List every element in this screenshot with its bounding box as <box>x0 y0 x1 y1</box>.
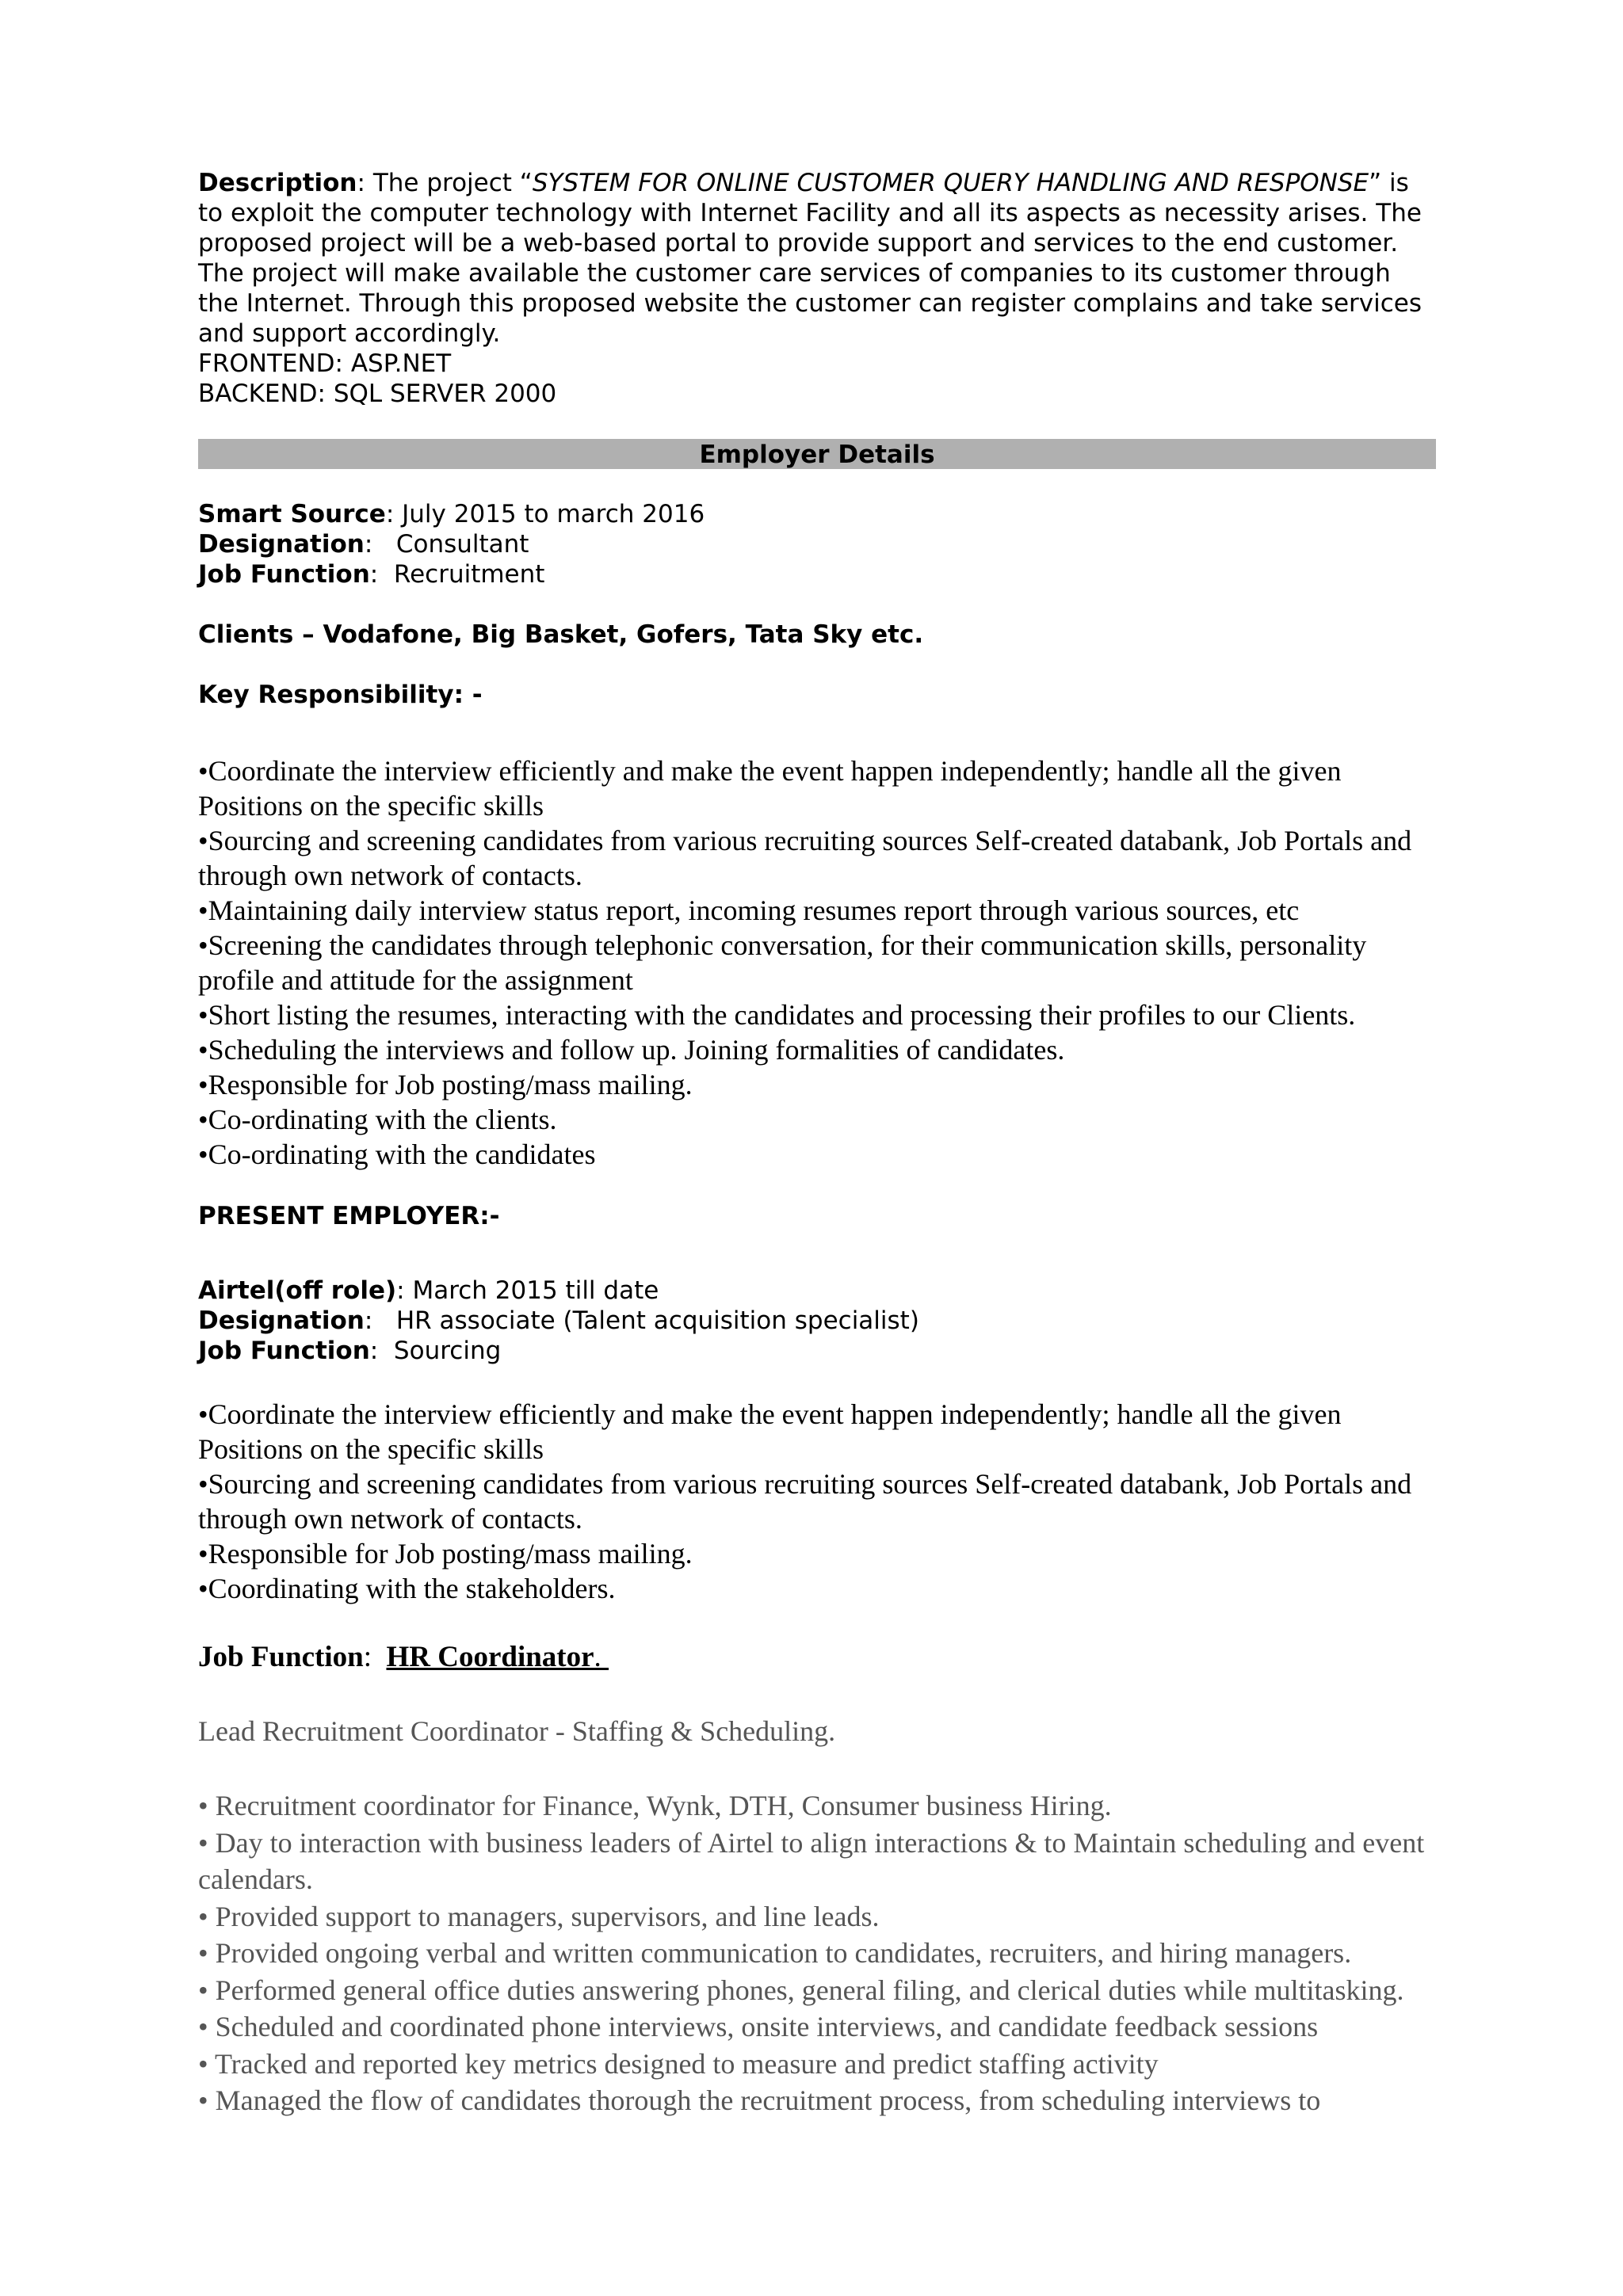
project-description <box>198 168 1436 349</box>
backend-line: BACKEND: SQL SERVER 2000 <box>198 379 557 408</box>
hr-coordinator-bullets <box>198 1787 1436 2119</box>
job-function-label: Job Function <box>198 1337 370 1365</box>
airtel-company <box>198 1276 1436 1306</box>
list-item: •Short listing the resumes, interacting with the candidates and processing their profiles to our Clients. <box>198 999 1356 1031</box>
list-item: •Coordinate the interview efficiently and make the event happen independently; handle all the given Positions on the specific skills <box>198 755 1342 822</box>
list-item: •Maintaining daily interview status report, incoming resumes report through various sources, etc <box>198 894 1300 926</box>
smart-source-designation <box>198 529 1436 559</box>
list-item: •Co-ordinating with the candidates <box>198 1138 596 1170</box>
role-title: HR Coordinator <box>386 1641 594 1673</box>
job-function-label: Job Function <box>198 560 370 589</box>
role-suffix: . <box>594 1641 609 1673</box>
airtel-bullets <box>198 1397 1436 1606</box>
hr-coordinator-heading <box>198 1640 1436 1675</box>
job-function-value: : Sourcing <box>369 1337 502 1365</box>
designation-value: : Consultant <box>364 530 529 559</box>
list-item: • Tracked and reported key metrics designed to measure and predict staffing activity <box>198 2047 1159 2080</box>
list-item: • Performed general office duties answering phones, general filing, and clerical duties while multitasking. <box>198 1974 1404 2006</box>
list-item: •Sourcing and screening candidates from various recruiting sources Self-created databank, Job Portals and through own network of contacts. <box>198 1468 1412 1535</box>
clients-line: Clients – Vodafone, Big Basket, Gofers, Tata Sky etc. <box>198 620 924 649</box>
list-item: •Screening the candidates through telephonic conversation, for their communication skills, personality profile and attitude for the assignment <box>198 929 1367 996</box>
list-item: •Co-ordinating with the clients. <box>198 1104 557 1135</box>
smart-source-bullets <box>198 753 1436 1172</box>
designation-label: Designation <box>198 530 365 559</box>
present-employer-heading: PRESENT EMPLOYER:- <box>198 1202 500 1230</box>
job-function-label: Job Function <box>198 1641 364 1673</box>
designation-label: Designation <box>198 1306 365 1335</box>
list-item: •Responsible for Job posting/mass mailing. <box>198 1069 693 1100</box>
list-item: •Responsible for Job posting/mass mailing. <box>198 1538 693 1569</box>
list-item: • Provided support to managers, supervisors, and line leads. <box>198 1900 880 1932</box>
company-label: Smart Source <box>198 500 386 528</box>
smart-source-company <box>198 499 1436 529</box>
frontend-line: FRONTEND: ASP.NET <box>198 349 452 378</box>
description-body: ” is to exploit the computer technology with Internet Facility and all its aspects as necessity arises. The proposed project will be a web-based portal to provide support and services to the end customer. The project will make available the customer care services of companies to its customer through the Internet. Through this proposed website the customer can register complains and take services and support accordingly. <box>198 169 1423 348</box>
description-intro: : The project “ <box>357 169 533 197</box>
company-value: : July 2015 to march 2016 <box>385 500 705 528</box>
separator: : <box>363 1641 387 1673</box>
company-value: : March 2015 till date <box>396 1276 659 1305</box>
designation-value: : HR associate (Talent acquisition specialist) <box>364 1306 919 1335</box>
list-item: • Scheduled and coordinated phone interviews, onsite interviews, and candidate feedback sessions <box>198 2011 1319 2042</box>
employer-details-heading: Employer Details <box>198 439 1436 469</box>
list-item: • Recruitment coordinator for Finance, Wynk, DTH, Consumer business Hiring. <box>198 1790 1112 1821</box>
job-function-value: : Recruitment <box>369 560 545 589</box>
smart-source-job-function <box>198 559 1436 589</box>
list-item: •Sourcing and screening candidates from various recruiting sources Self-created databank, Job Portals and through own network of contacts. <box>198 825 1412 891</box>
key-responsibility-heading: Key Responsibility: - <box>198 681 483 709</box>
list-item: • Provided ongoing verbal and written communication to candidates, recruiters, and hiring managers. <box>198 1937 1352 1969</box>
hr-coordinator-subtitle: Lead Recruitment Coordinator - Staffing & Scheduling. <box>198 1715 836 1747</box>
project-title: SYSTEM FOR ONLINE CUSTOMER QUERY HANDLING AND RESPONSE <box>532 169 1369 197</box>
airtel-job-function <box>198 1336 1436 1366</box>
list-item: • Managed the flow of candidates thorough the recruitment process, from scheduling interviews to <box>198 2084 1321 2116</box>
company-label: Airtel(off role) <box>198 1276 397 1305</box>
description-label: Description <box>198 169 357 197</box>
list-item: •Scheduling the interviews and follow up. Joining formalities of candidates. <box>198 1034 1065 1066</box>
list-item: • Day to interaction with business leaders of Airtel to align interactions & to Maintain scheduling and event calendars. <box>198 1826 1425 1895</box>
list-item: •Coordinate the interview efficiently and make the event happen independently; handle all the given Positions on the specific skills <box>198 1398 1342 1465</box>
list-item: •Coordinating with the stakeholders. <box>198 1573 616 1604</box>
airtel-designation <box>198 1306 1436 1336</box>
